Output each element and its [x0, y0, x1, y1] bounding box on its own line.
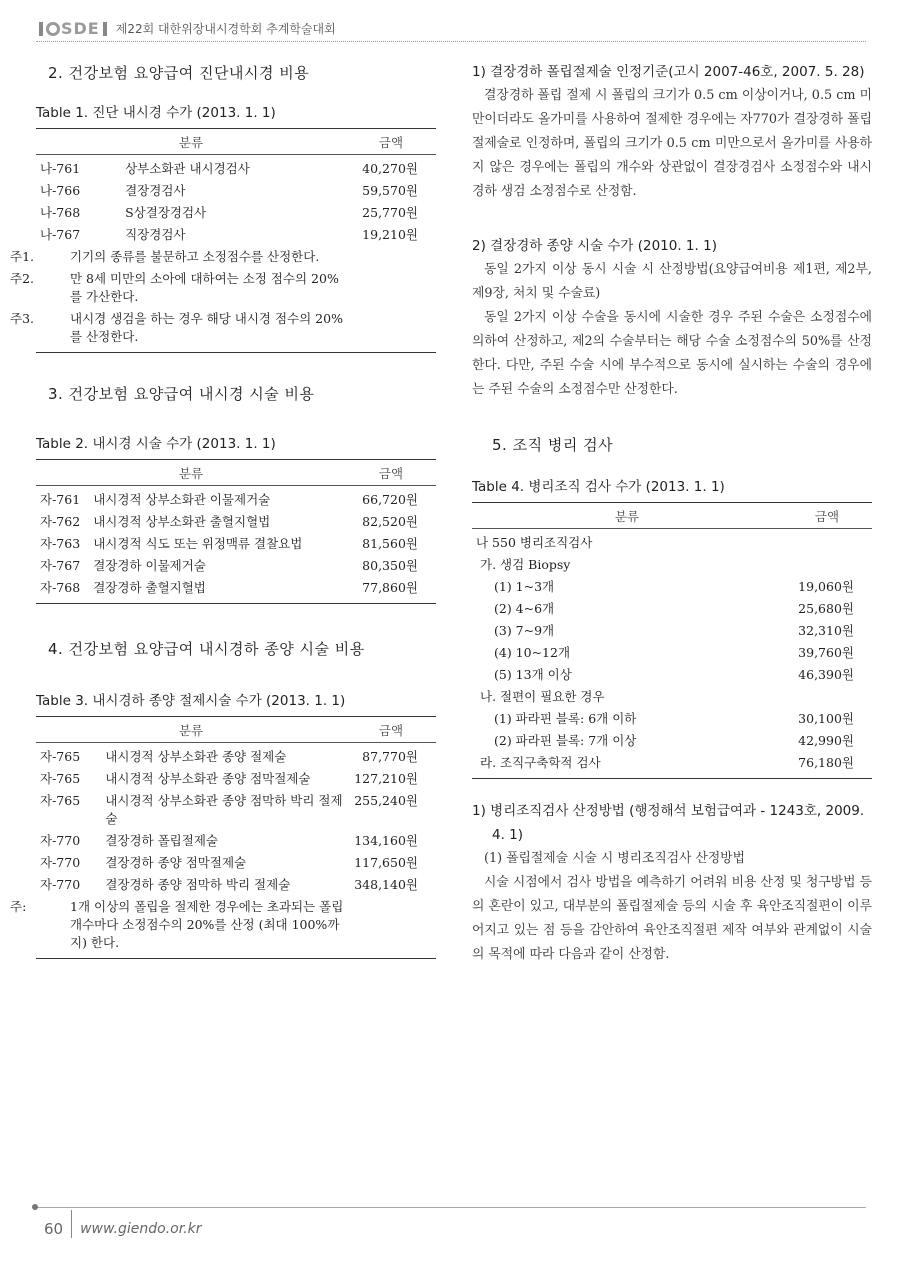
left-column	[10, 50, 436, 959]
row-code: 나-766	[40, 183, 81, 198]
row-code: 자-770	[40, 855, 81, 870]
section-4-title: 4. 건강보험 요양급여 내시경하 종양 시술 비용	[48, 640, 365, 658]
table-1-header-category: 분류	[178, 135, 204, 150]
row-amount	[782, 554, 872, 576]
row-code: 자-765	[40, 749, 81, 764]
row-label: (5) 13개 이상	[494, 667, 572, 682]
table-row	[36, 768, 436, 790]
row-label: (1) 파라핀 블록: 6개 이하	[494, 711, 637, 726]
row-code: 자-762	[40, 514, 81, 529]
row-name: 내시경적 상부소화관 종양 점막절제술	[105, 771, 311, 786]
row-amount: 127,210원	[354, 771, 418, 786]
row-amount: 87,770원	[362, 749, 418, 764]
table-row	[36, 743, 436, 769]
row-name: 내시경적 상부소화관 종양 절제술	[105, 749, 287, 764]
row-amount: 25,680원	[798, 601, 854, 616]
footer-dot-icon	[32, 1204, 38, 1210]
paragraph: 동일 2가지 이상 수술을 동시에 시술한 경우 주된 수술은 소정점수에 의하여 산정하고, 제2의 수술부터는 해당 수술 소정점수의 50%를 산정한다. 다만, 주된 수술 시에 부수적으로 동시에 실시하는 수술의 경우에는 주된 수술의 소정점수만 산정한다.	[472, 310, 872, 397]
row-name: 결장경검사	[125, 183, 186, 198]
paragraph: 결장경하 폴립 절제 시 폴립의 크기가 0.5 cm 이상이거나, 0.5 cm 미만이더라도 올가미를 사용하여 절제한 경우에는 자770가 결장경하 폴립절제술로 인정하며, 폴립의 크기가 0.5 cm 미만으로서 올가미를 사용하지 않은 경우에는 폴립의 개수와 상관없이 결장경검사 소정점수와 내시경하 생검 소정점수로 산정함.	[472, 88, 872, 199]
note-text: 1개 이상의 폴립을 절제한 경우에는 초과되는 폴립 개수마다 소정점수의 20%를 산정 (최대 100%까지) 한다.	[70, 899, 344, 950]
table-row	[36, 224, 436, 246]
table-4-body	[472, 529, 872, 779]
row-code: 자-770	[40, 833, 81, 848]
table-3-caption: Table 3. 내시경하 종양 절제시술 수가 (2013. 1. 1)	[36, 693, 346, 709]
table-2-header-category: 분류	[178, 466, 204, 481]
row-name: 내시경적 식도 또는 위정맥류 결찰요법	[93, 536, 303, 551]
row-name: 내시경적 상부소화관 종양 점막하 박리 절제술	[105, 793, 343, 826]
right-column	[472, 50, 872, 967]
row-amount	[782, 686, 872, 708]
table-row	[472, 554, 872, 576]
note-text: 내시경 생검을 하는 경우 해당 내시경 점수의 20%를 산정한다.	[70, 311, 343, 344]
table-2	[36, 459, 436, 604]
table-note	[36, 896, 436, 959]
table-row	[36, 790, 436, 830]
table-1-caption: Table 1. 진단 내시경 수가 (2013. 1. 1)	[36, 105, 276, 121]
row-name: 결장경하 이물제거술	[93, 558, 206, 573]
table-row	[36, 486, 436, 512]
table-2-caption: Table 2. 내시경 시술 수가 (2013. 1. 1)	[36, 436, 276, 452]
row-code: 자-770	[40, 877, 81, 892]
section-5-title: 5. 조직 병리 검사	[492, 436, 614, 454]
row-code: 자-765	[40, 793, 81, 808]
section-3-title: 3. 건강보험 요양급여 내시경 시술 비용	[48, 385, 315, 403]
row-label: (2) 파라핀 블록: 7개 이상	[494, 733, 637, 748]
note-text: 만 8세 미만의 소아에 대하여는 소정 점수의 20%를 가산한다.	[70, 271, 339, 304]
table-row	[472, 708, 872, 730]
footer-rule	[36, 1207, 866, 1208]
paragraph: 시술 시점에서 검사 방법을 예측하기 어려워 비용 산정 및 청구방법 등의 혼란이 있고, 대부분의 폴립절제술 등의 시술 후 육안조직절편이 이루어지고 있는 점 등을 감안하여 육안조직절편 제작 여부와 관계없이 시술의 목적에 따라 다음과 같이 산정함.	[472, 875, 872, 962]
table-row	[472, 752, 872, 779]
row-code: 자-767	[40, 558, 81, 573]
row-code: 자-765	[40, 771, 81, 786]
row-code: 나-767	[40, 227, 81, 242]
row-name: 결장경하 폴립절제술	[105, 833, 218, 848]
row-amount: 30,100원	[798, 711, 854, 726]
row-name: 상부소화관 내시경검사	[125, 161, 250, 176]
table-note	[36, 268, 436, 308]
note-mark: 주1.	[10, 249, 35, 264]
note-text: 기기의 종류를 불문하고 소정점수를 산정한다.	[70, 249, 320, 264]
table-row	[472, 686, 872, 708]
table-4-caption: Table 4. 병리조직 검사 수가 (2013. 1. 1)	[472, 479, 725, 495]
table-3-header-amount: 금액	[378, 723, 404, 738]
table-row	[472, 730, 872, 752]
row-name: 내시경적 상부소화관 출혈지혈법	[93, 514, 271, 529]
row-label: 가. 생검 Biopsy	[480, 557, 571, 572]
row-name: 직장경검사	[125, 227, 186, 242]
page-footer	[36, 1210, 866, 1238]
table-row	[472, 598, 872, 620]
note-mark: 주2.	[10, 271, 35, 286]
row-name: 결장경하 종양 점막절제술	[105, 855, 247, 870]
row-code: 자-768	[40, 580, 81, 595]
row-amount: 80,350원	[362, 558, 418, 573]
row-amount: 81,560원	[362, 536, 418, 551]
table-row	[36, 180, 436, 202]
row-amount: 19,210원	[362, 227, 418, 242]
subsection-title: 1) 결장경하 폴립절제술 인정기준(고시 2007-46호, 2007. 5. 28)	[472, 64, 865, 80]
row-label: 나. 절편이 필요한 경우	[480, 689, 605, 704]
journal-logo	[36, 19, 110, 38]
row-label: (2) 4~6개	[494, 601, 555, 616]
row-code: 자-763	[40, 536, 81, 551]
row-amount: 40,270원	[362, 161, 418, 176]
row-amount: 348,140원	[354, 877, 418, 892]
row-name: S상결장경검사	[125, 205, 207, 220]
row-amount: 82,520원	[362, 514, 418, 529]
table-3	[10, 716, 436, 959]
table-row	[36, 555, 436, 577]
paragraph: (1) 폴립절제술 시술 시 병리조직검사 산정방법	[484, 851, 745, 866]
row-name: 내시경적 상부소화관 이물제거술	[93, 492, 271, 507]
logo-ring-icon	[46, 22, 60, 36]
table-row	[472, 576, 872, 598]
row-amount: 77,860원	[362, 580, 418, 595]
row-amount: 66,720원	[362, 492, 418, 507]
row-amount: 19,060원	[798, 579, 854, 594]
row-label: (3) 7~9개	[494, 623, 555, 638]
row-amount: 39,760원	[798, 645, 854, 660]
table-row	[36, 511, 436, 533]
table-row	[36, 533, 436, 555]
table-row	[36, 874, 436, 896]
table-row	[472, 620, 872, 642]
header-title: 제22회 대한위장내시경학회 추계학술대회	[115, 22, 336, 36]
page-number: 60	[36, 1210, 72, 1238]
row-amount: 59,570원	[362, 183, 418, 198]
table-row	[36, 155, 436, 181]
note-mark: 주:	[10, 899, 27, 914]
section-2-title: 2. 건강보험 요양급여 진단내시경 비용	[48, 64, 310, 82]
website-link[interactable]: www.giendo.or.kr	[80, 1221, 202, 1237]
table-row	[36, 830, 436, 852]
table-note	[36, 308, 436, 353]
row-code: 나-761	[40, 161, 81, 176]
row-amount	[782, 529, 872, 555]
row-amount: 32,310원	[798, 623, 854, 638]
row-amount: 25,770원	[362, 205, 418, 220]
row-amount: 76,180원	[798, 755, 854, 770]
row-label: (1) 1~3개	[494, 579, 555, 594]
table-3-header-category: 분류	[178, 723, 204, 738]
table-note	[36, 246, 436, 268]
note-mark: 주3.	[10, 311, 35, 326]
table-1-header-amount: 금액	[378, 135, 404, 150]
row-name: 결장경하 종양 점막하 박리 절제술	[105, 877, 291, 892]
row-label: (4) 10~12개	[494, 645, 571, 660]
subsection-title: 1) 병리조직검사 산정방법 (행정해석 보험급여과 - 1243호, 2009. 4. 1)	[472, 803, 865, 843]
row-amount: 117,650원	[354, 855, 418, 870]
row-amount: 46,390원	[798, 667, 854, 682]
table-row	[472, 529, 872, 555]
logo-text: SDE	[61, 19, 100, 38]
table-row	[36, 577, 436, 604]
row-code: 자-761	[40, 492, 81, 507]
table-row	[36, 202, 436, 224]
table-4	[472, 502, 872, 779]
table-row	[472, 642, 872, 664]
subsection-title: 2) 결장경하 종양 시술 수가 (2010. 1. 1)	[472, 238, 717, 254]
row-amount: 134,160원	[354, 833, 418, 848]
table-row	[472, 664, 872, 686]
row-label: 라. 조직구축학적 검사	[480, 755, 601, 770]
logo-bar-right	[103, 22, 107, 36]
table-row	[36, 852, 436, 874]
running-header	[36, 16, 866, 42]
row-code: 나-768	[40, 205, 81, 220]
row-amount: 255,240원	[354, 793, 418, 808]
logo-bar-left	[39, 22, 43, 36]
table-1	[10, 128, 436, 353]
row-name: 결장경하 출혈지혈법	[93, 580, 206, 595]
table-2-header-amount: 금액	[378, 466, 404, 481]
row-label: 나 550 병리조직검사	[476, 535, 593, 550]
paragraph: 동일 2가지 이상 동시 시술 시 산정방법(요양급여비용 제1편, 제2부, 제9장, 처치 및 수술료)	[472, 262, 872, 301]
table-4-header-category: 분류	[614, 509, 640, 524]
row-amount: 42,990원	[798, 733, 854, 748]
table-4-header-amount: 금액	[814, 509, 840, 524]
